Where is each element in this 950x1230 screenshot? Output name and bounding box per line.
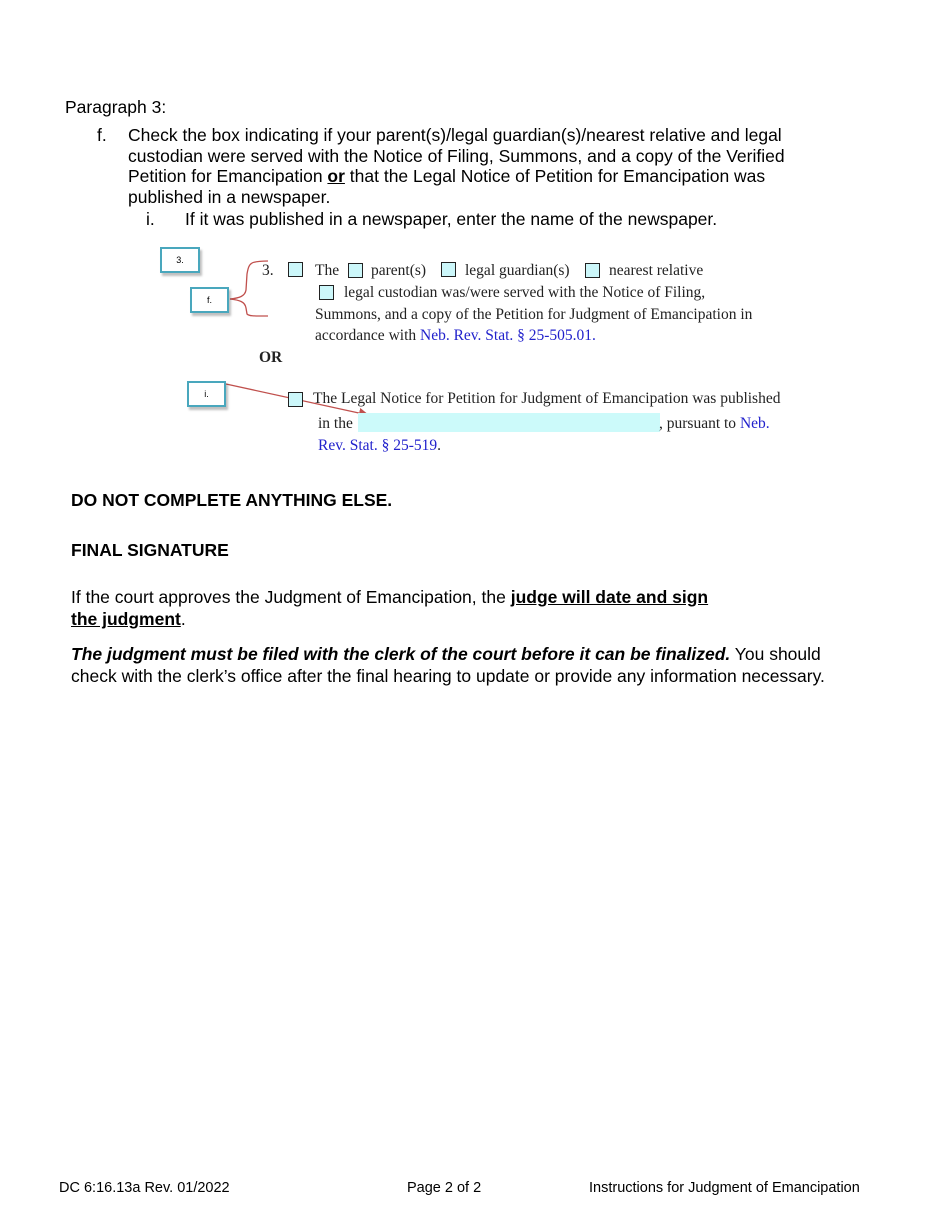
footer-title: Instructions for Judgment of Emancipation xyxy=(589,1180,860,1196)
statute-link-1[interactable]: Neb. Rev. Stat. § 25-505.01. xyxy=(420,327,596,344)
statute-line-2 xyxy=(318,437,441,455)
p1-emphasis-line-1: judge will date and sign xyxy=(510,587,709,607)
or-emphasis: or xyxy=(327,166,345,186)
served-text-1: was/were served with the Notice of Filing, xyxy=(437,284,706,301)
p1-text-after: . xyxy=(180,609,186,629)
item-f-letter: f. xyxy=(97,125,107,145)
checkbox-legal-custodian[interactable] xyxy=(319,285,334,300)
footer-page-number: Page 2 of 2 xyxy=(407,1180,482,1196)
p1-text-before: If the court approves the Judgment of Emancipation, the xyxy=(71,587,511,607)
p2-emphasis: The judgment must be filed with the clerk of the court before it can be finalized. xyxy=(71,644,731,664)
final-signature-heading: FINAL SIGNATURE xyxy=(71,540,229,560)
statute-2-period: . xyxy=(437,437,441,454)
newspaper-name-field[interactable] xyxy=(358,413,660,432)
statute-link-2a[interactable]: Neb. xyxy=(739,415,770,432)
checkbox-published[interactable] xyxy=(288,392,303,407)
option-legal-guardians: legal guardian(s) xyxy=(465,262,570,279)
published-text: The Legal Notice for Petition for Judgment of Emancipation was published xyxy=(313,390,781,407)
form-the: The xyxy=(315,262,340,279)
statute-link-2b[interactable]: Rev. Stat. § 25-519 xyxy=(318,437,438,454)
item-f-text-before: Check the box indicating if your parent(s)/legal guardian(s)/nearest relative and legal custodian were served with the Notice of Filing, Summons, and a copy of the Verified Petition for Emancipation xyxy=(128,125,785,186)
pursuant-text: , pursuant to xyxy=(659,415,740,432)
pursuant-line xyxy=(659,415,770,433)
or-label: OR xyxy=(259,349,283,366)
p2-text: You should check with the clerk’s office after the final hearing to update or provide any information necessary. xyxy=(71,644,825,686)
item-f-text-after: that the Legal Notice of Petition for Emancipation was published in a newspaper. xyxy=(128,166,766,207)
checkbox-parents[interactable] xyxy=(348,263,363,278)
footer-form-id: DC 6:16.13a Rev. 01/2022 xyxy=(59,1180,230,1196)
callout-i: i. xyxy=(187,381,226,407)
served-text-3: accordance with xyxy=(315,327,420,344)
p1-emphasis-line-2: the judgment xyxy=(71,609,181,629)
form-item-number: 3. xyxy=(262,262,274,279)
in-the-label: in the xyxy=(318,415,353,432)
checkbox-legal-guardians[interactable] xyxy=(441,262,456,277)
checkbox-served[interactable] xyxy=(288,262,303,277)
checkbox-nearest-relative[interactable] xyxy=(585,263,600,278)
callout-f: f. xyxy=(190,287,229,313)
final-signature-paragraph-1 xyxy=(71,586,791,630)
option-parents: parent(s) xyxy=(371,262,427,279)
item-i-letter: i. xyxy=(146,209,155,229)
served-line-3 xyxy=(315,327,596,345)
callout-paragraph-3: 3. xyxy=(160,247,200,273)
paragraph-label: Paragraph 3: xyxy=(65,97,167,117)
option-legal-custodian: legal custodian xyxy=(344,284,438,301)
do-not-complete-notice: DO NOT COMPLETE ANYTHING ELSE. xyxy=(71,490,393,510)
final-signature-paragraph-2 xyxy=(71,644,831,687)
served-line-2: Summons, and a copy of the Petition for Judgment of Emancipation in xyxy=(315,306,753,323)
served-line-1 xyxy=(344,284,705,302)
item-i-text: If it was published in a newspaper, enter the name of the newspaper. xyxy=(185,209,718,229)
option-nearest-relative: nearest relative xyxy=(609,262,704,279)
